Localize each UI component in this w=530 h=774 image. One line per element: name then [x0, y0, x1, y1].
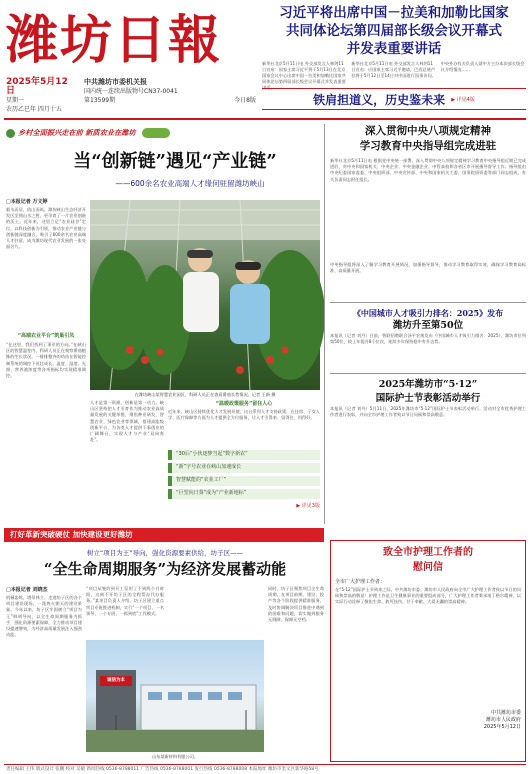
feature1-byline: □本报记者 万文婷	[6, 199, 48, 205]
nurse-day-title-line1: 2025年潍坊市“5·12”	[378, 379, 478, 390]
letter-signatory-2: 潍坊市人民政府	[485, 717, 521, 723]
feature1-subhead2: “温暖政策服务”留住人心	[215, 401, 273, 407]
right-divider-2	[330, 373, 526, 374]
lead-title-line3: 并发表重要讲话	[346, 41, 442, 57]
lead-title-line2: 共同体论坛第四届部长级会议开幕式	[286, 23, 502, 39]
feature2-kicker: 树立“项目为王”导向，强化资源要素供给，坊子区——	[86, 549, 244, 557]
feature2-body2: “项目从签约到开工仅用了不到两个月时间，这离不开坊子区的全程帮办代办服务。”某项目负责人介绍。坊子区建立重点项目专班推进机制，实行“一个项目、一名领导、一个专班、一抓到底”工作模式。	[86, 586, 164, 616]
lunar-date: 农历乙巳年 四月十五	[6, 106, 62, 113]
feature1-subhead1: “高端农业平台”筑巢引凤	[17, 333, 75, 339]
footer-credits: 责任编辑 王伟 版式设计 张鹏 校对 吴敏 新闻热线 0536-8788011 广告热线 0536-8788001 发行热线 0536-8788008 本报地址 潍坊市奎文区新华路58号	[6, 767, 319, 772]
slogan-link[interactable]: ▶ 详见4版	[451, 96, 475, 103]
letter-greeting: 全市广大护理工作者：	[335, 579, 386, 585]
letter-date: 2025年5月12日	[483, 724, 521, 730]
weekday: 星期一	[6, 97, 25, 104]
right-divider-1	[330, 302, 526, 303]
reform-banner-text: 打好革新突破硬仗 加快建设更好潍坊	[10, 530, 133, 539]
slogan-bar[interactable]	[262, 88, 526, 110]
related-story-2[interactable]: “新”字号农业在峡山加速成长	[168, 463, 320, 473]
related-stories-list	[168, 450, 320, 509]
factory-photo-caption: 山东某新材料有限公司。	[151, 754, 199, 759]
greenhouse-illustration	[90, 200, 320, 390]
letter-signatory-1: 中共潍坊市委	[490, 710, 521, 716]
column-divider	[324, 124, 325, 524]
feature1-lower-right	[168, 400, 320, 451]
talent-ranking-title: 《中国城市人才吸引力排名：2025》发布	[352, 308, 504, 318]
related-story-4[interactable]: “巨型向日葵”成为“产业新地标”	[168, 489, 320, 499]
leaf-icon	[6, 129, 15, 138]
related-story-3[interactable]: 智慧赋能的“农业工厂”	[168, 476, 320, 486]
banner-text: 乡村全面振兴走在前 新质农业在潍坊	[18, 128, 136, 137]
feature2-byline: □本报记者 刘晓杰	[6, 587, 48, 593]
lead-body-c: 中央外办有关负责人就中方主办本次部长级会议介绍情况……	[440, 61, 525, 72]
feature1-body2: “在这里，我们找到了事业的方向。”在峡山区的智慧温室内，科研人员正在观察番茄植株的生长状况。一排排整齐的幼苗在智能控制系统的调控下茁壮成长，温度、湿度、光照、营养液浓度等各项指标均实现精准调控。	[6, 342, 86, 379]
right-body2: 中央指导组将深入了解学习教育开展情况，加强指导督导，推动学习教育取得实效，确保学习教育高标准、高质量开展。	[330, 262, 526, 274]
factory-illustration	[86, 640, 264, 752]
rural-revitalization-banner	[6, 124, 206, 142]
feature1-title: 当“创新链”遇见“产业链”	[73, 151, 277, 172]
greenhouse-photo-caption: 在潍坊峡山某智慧农业园区，科研人员正在查看番茄长势情况。记者 王新 摄	[134, 392, 276, 397]
lead-body-b: 新华社北京5月11日电 外交部发言人林剑11日宣布：应国家主席习近平邀请，巴西总统卢拉将于5月12日至14日对中国进行国事访问。	[351, 61, 436, 78]
feature1-body3: 人才是第一资源，创新是第一动力。峡山区坚持把人才引育作为推动农业高质量发展的关键举措，聚焦种业研发、智慧农业、绿色农业等领域，搭建高能级创新平台，为各类人才提供干事创业的广阔舞台，实现人才与产业“双向奔赴”。	[90, 400, 164, 443]
feature1-subtitle: ——600余名农业高端人才缘何驻留潍坊峡山	[115, 179, 265, 188]
nurse-day-title-line2: 国际护士节表彰活动举行	[375, 393, 481, 404]
feature2-body1: 机械轰鸣，塔吊林立。走进坊子区的各个项目建设现场，一派热火朝天的建设景象。今年以来，坊子区牢固树立“项目为王”鲜明导向，以全生命周期服务为抓手，强化资源要素保障，全力推动项目建设提速增效，为经济高质量发展注入强劲动能。	[6, 595, 82, 638]
feature1-left-column	[6, 198, 86, 530]
related-more-link[interactable]: ▶ 详见3版	[296, 503, 320, 509]
factory-sign: 诚信为本	[107, 678, 125, 683]
feature2-body3: 同时，坊子区聚焦项目全生命周期，在项目前期、建设、投产等各个阶段提供精准服务，及时协调解决项目推进中遇到的困难和问题，切实做到服务无缝隙、保障无空档。	[268, 586, 324, 623]
reform-banner	[4, 528, 324, 542]
lead-body-a: 新华社北京5月11日电 外交部发言人林剑11日宣布：国家主席习近平将于5月13日在北京国家会议中心出席中国－拉美和加勒比国家共同体论坛第四届部长级会议开幕式并发表重要讲话。	[262, 61, 346, 90]
factory-photo	[86, 640, 264, 752]
issue-date: 2025年5月12日	[6, 77, 68, 96]
feature2-title: “全生命周期服务”为经济发展蓄动能	[43, 560, 287, 578]
slogan-text: 铁肩担道义，历史鉴未来	[313, 92, 446, 107]
footer-rule	[4, 764, 526, 765]
greenhouse-photo	[90, 200, 320, 390]
right-title-line2: 学习教育中央指导组完成进驻	[359, 140, 497, 152]
lead-story[interactable]	[262, 4, 526, 90]
issue-number: 第13599期	[84, 97, 116, 104]
feature1-body4: 近年来，峡山区持续优化人才发展环境，出台系列人才支持政策，在住房、子女入学、医疗保障等方面为人才提供全方位服务，让人才引得来、留得住、用得好。	[168, 409, 320, 421]
nurse-day-body: 本报讯（记者 刘丹）5月11日，2025年潍坊市“5·12”国际护士节表彰活动举行。活动对全市优秀护理工作者进行表彰，并向全市护理工作者致以节日问候和崇高敬意。	[330, 406, 526, 418]
letter-title-line1: 致全市护理工作者的	[383, 547, 473, 558]
right-body: 新华社北京5月11日电 根据党中央统一部署，深入贯彻中央八项规定精神学习教育中央指导组近期已完成进驻，对中央和国家机关、中央企业、中央金融企业、中管高校和各省区市开展指导督导工作。指导组由中央纪委国家监委、中央组织部、中央宣传部、中央和国家机关工委、国务院国资委等部门同志组成，有关负责同志担任组长。	[330, 158, 526, 182]
talent-ranking-subtitle: 潍坊升至第50位	[392, 320, 464, 331]
cn-number: 国内统一连续出版物号CN37-0041	[84, 88, 178, 95]
page-count: 今日8版	[234, 97, 256, 104]
feature2-left-column	[6, 586, 82, 763]
masthead-rule	[4, 118, 526, 120]
feature1-body1: 临水而居，依山而筑。潍坊峡山生态经济开发区坐拥山水之胜，更孕育了一片农业创新的沃土。近年来，这里立足“农业硅谷”定位，以科技创新为引领，推动农业产业链与创新链深度融合，吸引了600余名农业高端人才驻留，成为潍坊现代农业发展的一张亮丽名片。	[6, 207, 86, 250]
lead-title-line1: 习近平将出席中国－拉美和加勒比国家	[279, 5, 509, 21]
talent-ranking-body: 本报讯（记者 刘丹）日前，智联招聘联合泽平宏观发布《中国城市人才吸引力排名：2025》，潍坊市位列第50位，较上年提升8个位次，连续多年保持稳中有升态势。	[330, 333, 526, 345]
letter-body: 在“5·12”国际护士节到来之际，中共潍坊市委、潍坊市人民政府向全市广大护理工作者致以节日的问候和崇高的敬意！护理工作是卫生健康事业的重要组成部分，广大护理工作者秉承南丁格尔精神，以实际行动诠释了敬佑生命、救死扶伤、甘于奉献、大爱无疆的崇高精神。	[335, 587, 521, 605]
letter-title-line2: 慰问信	[413, 562, 443, 573]
green-tag-icon	[142, 128, 170, 138]
nurses-letter-box	[330, 540, 526, 762]
masthead-info	[6, 78, 256, 116]
right-column	[330, 124, 526, 464]
publisher: 中共潍坊市委机关报	[84, 78, 147, 86]
related-story-1[interactable]: “30后”小伙逐梦当起“数字新农”	[168, 450, 320, 460]
right-title-line1: 深入贯彻中央八项规定精神	[365, 125, 491, 137]
masthead-logo: 潍坊日報	[6, 10, 223, 71]
researcher-left	[183, 248, 219, 332]
